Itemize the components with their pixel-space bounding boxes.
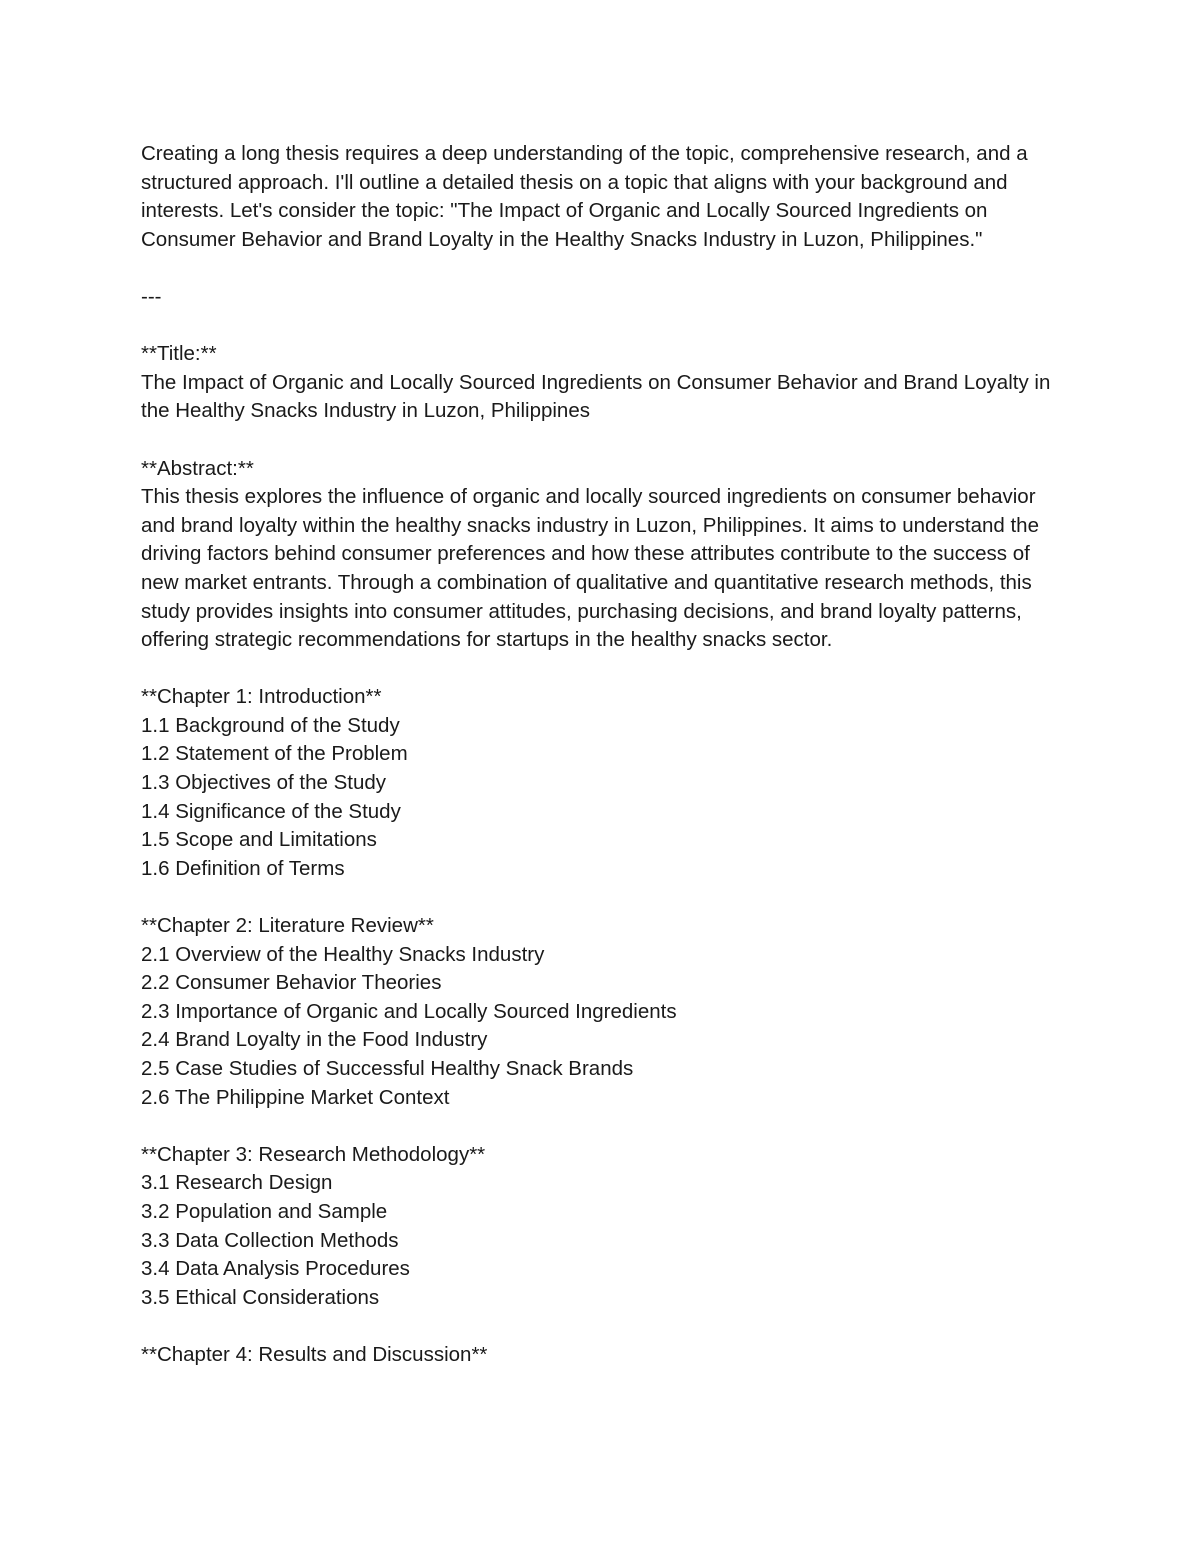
- list-item: 1.4 Significance of the Study: [141, 799, 401, 823]
- list-item: 2.2 Consumer Behavior Theories: [141, 971, 442, 995]
- document-page: [141, 140, 1066, 1398]
- list-item: 2.5 Case Studies of Successful Healthy Snack Brands: [141, 1057, 634, 1080]
- list-item: 1.2 Statement of the Problem: [141, 742, 408, 766]
- list-item: 1.6 Definition of Terms: [141, 856, 345, 880]
- title-section: [141, 340, 1066, 426]
- abstract-section: [141, 455, 1066, 655]
- chapter-heading: **Chapter 1: Introduction**: [141, 685, 382, 709]
- chapter-1: [141, 683, 1066, 883]
- abstract-heading: **Abstract:**: [141, 456, 254, 480]
- list-item: 1.5 Scope and Limitations: [141, 828, 377, 852]
- chapter-3: [141, 1141, 1066, 1313]
- chapter-heading: **Chapter 3: Research Methodology**: [141, 1142, 486, 1166]
- list-item: 3.5 Ethical Considerations: [141, 1285, 380, 1309]
- abstract-text: This thesis explores the influence of organic and locally sourced ingredients on consumer behavior and brand loyalty within the healthy snacks industry in Luzon, Philippines. It aims to understand the driving factors behind consumer preferences and how these attributes contribute to the success of new market entrants. Through a combination of qualitative and quantitative research methods, this study provides insights into consumer attitudes, purchasing decisions, and brand loyalty patterns, offering strategic recommendations for startups in the healthy snacks sector.: [141, 485, 1039, 652]
- intro-paragraph: Creating a long thesis requires a deep understanding of the topic, comprehensive research, and a structured approach. I'll outline a detailed thesis on a topic that aligns with your background and interests. Let's consider the topic: "The Impact of Organic and Locally Sourced Ingredients on Consumer Behavior and Brand Loyalty in the Healthy Snacks Industry in Luzon, Philippines.": [141, 142, 1028, 251]
- title-text: The Impact of Organic and Locally Sourced Ingredients on Consumer Behavior and Brand Loyalty in the Healthy Snacks Industry in Luzon, Philippines: [141, 370, 1051, 423]
- list-item: 2.4 Brand Loyalty in the Food Industry: [141, 1028, 488, 1052]
- chapter-4: [141, 1341, 1066, 1370]
- list-item: 3.4 Data Analysis Procedures: [141, 1257, 410, 1281]
- list-item: 3.1 Research Design: [141, 1171, 333, 1195]
- chapter-heading: **Chapter 4: Results and Discussion**: [141, 1342, 488, 1366]
- list-item: 3.2 Population and Sample: [141, 1199, 388, 1223]
- list-item: 2.1 Overview of the Healthy Snacks Industry: [141, 942, 545, 966]
- list-item: 1.3 Objectives of the Study: [141, 771, 386, 795]
- list-item: 2.6 The Philippine Market Context: [141, 1085, 450, 1109]
- chapter-heading: **Chapter 2: Literature Review**: [141, 914, 434, 938]
- list-item: 3.3 Data Collection Methods: [141, 1228, 399, 1252]
- separator: ---: [141, 284, 162, 308]
- list-item: 2.3 Importance of Organic and Locally Sourced Ingredients: [141, 999, 677, 1023]
- chapter-2: [141, 912, 1066, 1112]
- list-item: 1.1 Background of the Study: [141, 713, 400, 737]
- title-heading: **Title:**: [141, 342, 217, 366]
